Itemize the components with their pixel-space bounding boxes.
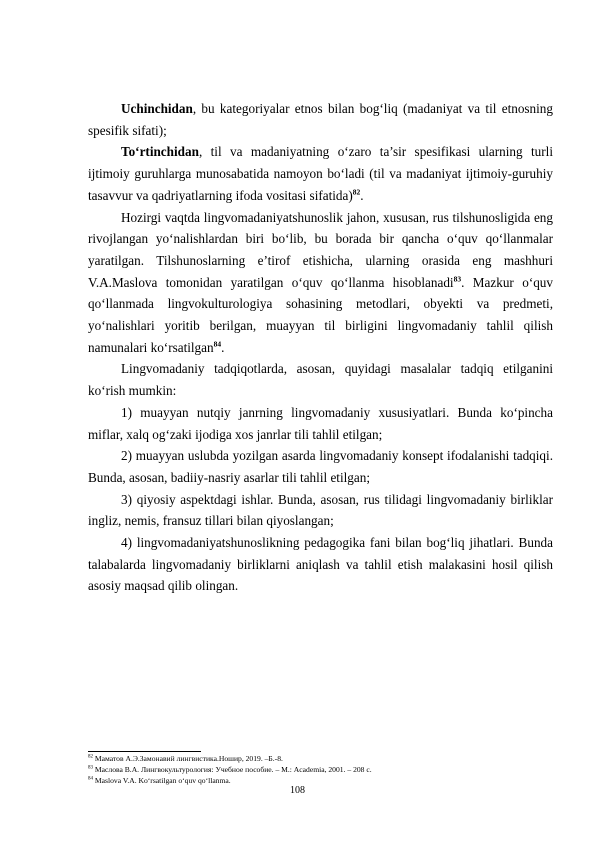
- main-text: [88, 98, 553, 597]
- paragraph-3: [88, 207, 553, 359]
- paragraph-1-text: , bu kategoriyalar etnos bilan bog‘liq (madaniyat va til etnosning spesifik sifati);: [88, 101, 553, 138]
- footnote-text: Маматов А.Э.Замонавий лингвистика.Ношир, 2019. –Б.-8.: [94, 754, 283, 763]
- paragraph-3-text: Hozirgi vaqtda lingvomadaniyatshunoslik jahon, xususan, rus tilshunosligida eng rivojlangan yo‘nalishlardan biri bo‘lib, bu borada bir qancha o‘quv qo‘llanmalar yaratilgan. Tilshunoslarning e’tirof etishicha, ularning orasida eng mashhuri V.A.Maslova tomonidan yaratilgan o‘quv qo‘llanma hisoblanadi: [88, 209, 553, 290]
- paragraph-2-text: , til va madaniyatning o‘zaro ta’sir spesifikasi ularning turli ijtimoiy guruhlarga munosabatida namoyon bo‘ladi (til va madaniyat ijtimoiy-guruhiy tasavvur va qadriyatlarning ifoda vositasi sifatida): [88, 144, 553, 203]
- footnote-text: Маслова В.А. Лингвокультурология: Учебное пособие. – М.: Academia, 2001. – 208 с.: [94, 765, 372, 775]
- list-item-1: 1) muayyan nutqiy janrning lingvomadaniy xususiyatlari. Bunda ko‘pincha miflar, xalq og‘zaki ijodiga xos janrlar tili tahlil etilgan;: [88, 404, 553, 442]
- footnote-82: [88, 753, 553, 764]
- paragraph-2-tail: .: [360, 187, 364, 203]
- list-item-3: 3) qiyosiy aspektdagi ishlar. Bunda, asosan, rus tilidagi lingvomadaniy birliklar ingliz, nemis, fransuz tillari bilan qiyoslangan;: [88, 491, 553, 529]
- footnote-text: Maslova V.A. Ko‘rsatilgan o‘quv qo‘llanma.: [94, 776, 231, 786]
- list-item-4: 4) lingvomadaniyatshunoslikning pedagogika fani bilan bog‘liq jihatlari. Bunda talabalarda lingvomadaniy birliklarni aniqlash va tahlil etish malakasini hosil qilish asosiy maqsad qilib olingan.: [88, 535, 553, 594]
- footnote-83: [88, 764, 553, 775]
- page-number: 108: [290, 785, 305, 796]
- paragraph-3-text-2: . Mazkur o‘quv qo‘llanmada lingvokulturologiya sohasining metodlari, obyekti va predmeti, yo‘nalishlari yoritib berilgan, muayyan til birligini lingvomadaniy tahlil qilish namunalari ko‘rsatilgan: [88, 274, 553, 355]
- footnote-ref-82: 82: [352, 187, 361, 197]
- footnote-number: 82: [88, 754, 93, 760]
- paragraph-2-lead: To‘rtinchidan: [121, 144, 199, 160]
- paragraph-4: Lingvomadaniy tadqiqotlarda, asosan, quyidagi masalalar tadqiq etilganini ko‘rish mumkin:: [88, 361, 553, 399]
- paragraph-1: [88, 98, 553, 141]
- footnote-number: 84: [88, 776, 93, 782]
- footnote-ref-84: 84: [213, 339, 222, 349]
- list-item-2: 2) muayyan uslubda yozilgan asarda lingvomadaniy konsept ifodalanishi tadqiqi. Bunda, asosan, badiiy-nasriy asarlar tili tahlil etilgan;: [88, 448, 553, 485]
- footnote-ref-83: 83: [453, 274, 462, 284]
- footnotes: [88, 753, 553, 787]
- paragraph-2: [88, 141, 553, 206]
- footnote-divider: [88, 751, 201, 752]
- paragraph-1-lead: Uchinchidan: [121, 101, 193, 116]
- paragraph-3-tail: .: [221, 339, 225, 355]
- footnote-number: 83: [88, 765, 93, 771]
